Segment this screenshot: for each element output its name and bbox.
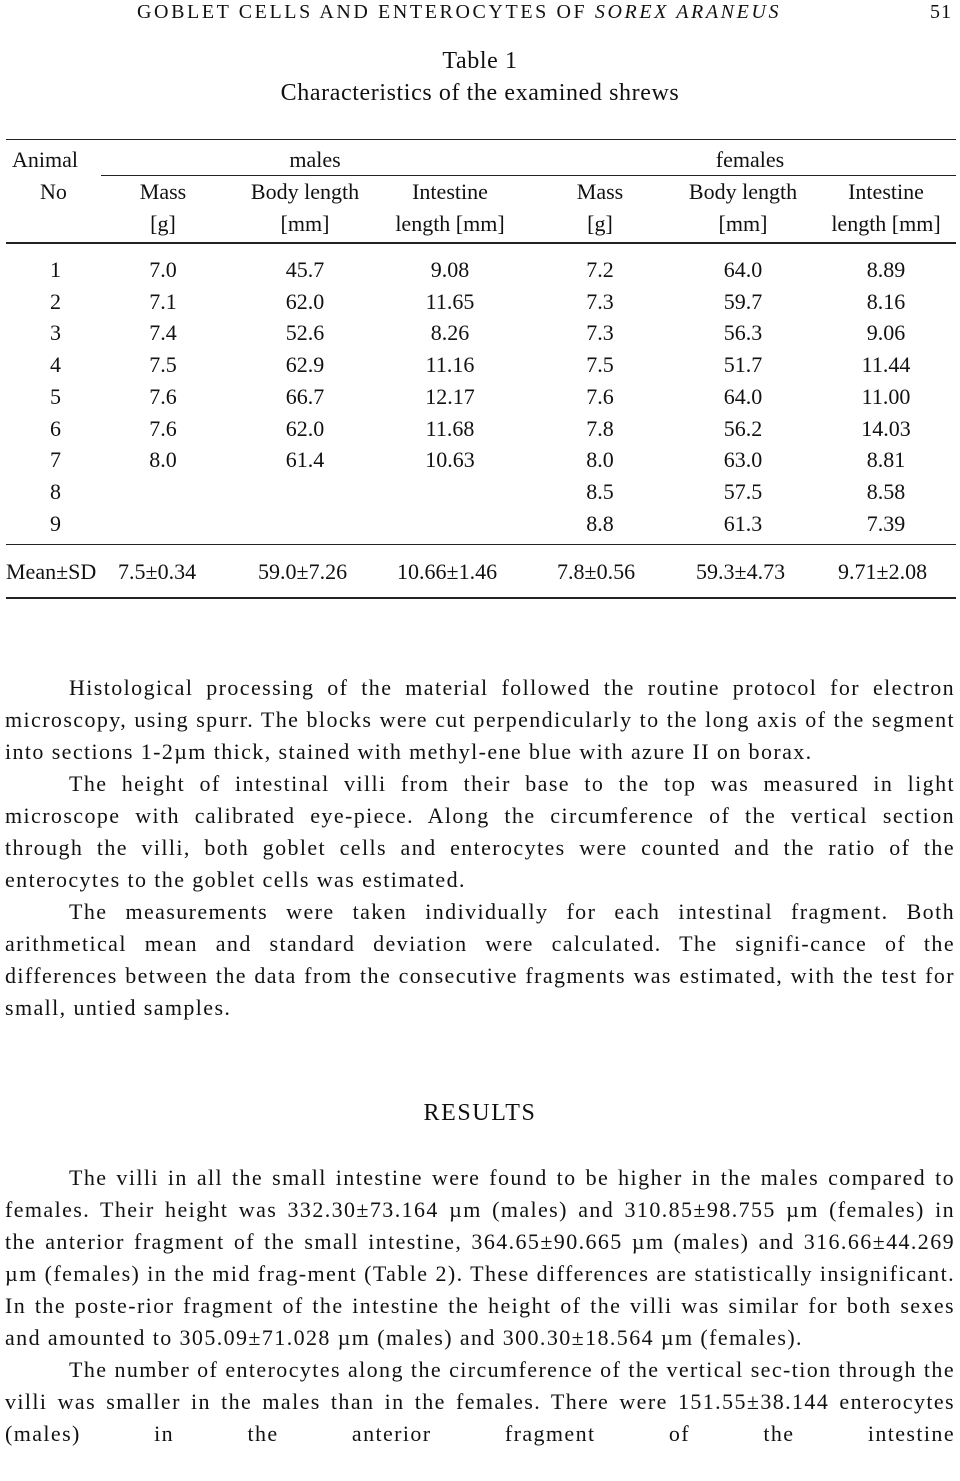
results-heading: RESULTS xyxy=(423,1100,537,1126)
col-animal-header: Animal xyxy=(12,147,78,172)
table-cell: 11.68 xyxy=(425,415,475,441)
running-title-prefix: GOBLET CELLS AND ENTEROCYTES OF xyxy=(137,1,588,23)
summary-cell: 59.3±4.73 xyxy=(696,559,786,584)
table-cell: 61.4 xyxy=(285,447,325,473)
table-cell: 62.0 xyxy=(285,415,325,441)
page-number: 51 xyxy=(930,1,952,23)
col-male-body-length-unit: [mm] xyxy=(280,211,330,236)
table-cell: 64.0 xyxy=(723,383,763,409)
group-header-males: males xyxy=(289,147,341,172)
table-cell: 8.89 xyxy=(866,257,906,282)
table-cell: 7.3 xyxy=(586,320,614,346)
table-cell: 52.6 xyxy=(285,320,325,346)
col-female-body-length-header: Body length xyxy=(688,179,798,204)
table-summary-rule xyxy=(6,544,956,545)
table-cell-animal-no: 1 xyxy=(50,257,61,282)
table-cell: 63.0 xyxy=(723,447,763,473)
table-cell: 64.0 xyxy=(723,257,763,282)
methods-section xyxy=(5,672,955,1024)
table-cell: 7.6 xyxy=(149,415,177,441)
table-top-rule xyxy=(6,139,956,140)
summary-cell: 10.66±1.46 xyxy=(397,559,498,584)
table-cell: 7.8 xyxy=(586,415,614,441)
table-cell-animal-no: 3 xyxy=(50,320,61,346)
methods-paragraph-3: The measurements were taken individually for each intestinal fragment. Both arithmetical mean and standard deviation were calculated. The signifi-cance of the differences between the data from the consecutive fragments was estimated, with the test for small, untied samples. xyxy=(5,899,955,1020)
table-cell: 11.44 xyxy=(861,352,911,378)
table-cell: 56.3 xyxy=(723,320,763,346)
col-animal-no-header: No xyxy=(40,179,67,204)
table-cell: 7.3 xyxy=(586,288,614,314)
results-paragraph-2: The number of enterocytes along the circumference of the vertical sec-tion through the villi was smaller in the males than in the females. There were 151.55±38.144 enterocytes (males) in the anterior fragment of the intestine xyxy=(5,1357,955,1446)
table-cell: 11.65 xyxy=(425,288,475,314)
table-cell: 9.06 xyxy=(866,320,906,346)
summary-cell: 7.8±0.56 xyxy=(557,559,636,584)
col-male-mass-unit: [g] xyxy=(150,211,176,236)
table-cell: 8.58 xyxy=(866,478,906,504)
col-male-intestine-unit: length [mm] xyxy=(395,211,505,236)
table-cell: 62.9 xyxy=(285,352,325,378)
table-cell-animal-no: 5 xyxy=(50,383,61,409)
col-male-body-length-header: Body length xyxy=(250,179,360,204)
col-male-mass-header: Mass xyxy=(139,179,187,204)
summary-cell: 7.5±0.34 xyxy=(118,559,197,584)
col-female-body-length-unit: [mm] xyxy=(718,211,768,236)
table-cell: 7.6 xyxy=(586,383,614,409)
col-female-mass-unit: [g] xyxy=(587,211,613,236)
table-cell: 62.0 xyxy=(285,288,325,314)
col-female-intestine-header: Intestine xyxy=(848,179,924,204)
running-title-species: SOREX ARANEUS xyxy=(594,1,782,23)
table-cell: 8.16 xyxy=(866,288,906,314)
table-cell: 8.26 xyxy=(430,320,470,346)
methods-paragraph-1: Histological processing of the material followed the routine protocol for electron microscopy, using spurr. The blocks were cut perpendicularly to the long axis of the segment into sections 1-2µm thick, stained with methyl-ene blue with azure II on borax. xyxy=(5,675,955,764)
summary-cell: 9.71±2.08 xyxy=(838,559,928,584)
table-cell: 8.0 xyxy=(149,447,177,473)
summary-cell: 59.0±7.26 xyxy=(258,559,348,584)
col-male-intestine-header: Intestine xyxy=(412,179,488,204)
table-cell: 9.08 xyxy=(430,257,470,282)
table-cell-animal-no: 4 xyxy=(50,352,61,378)
results-paragraph-1: The villi in all the small intestine were found to be higher in the males compared to females. Their height was 332.30±73.164 µm (males) and 310.85±98.755 µm (females) in the anterior fragment of the small intestine, 364.65±90.665 µm (males) and 316.66±44.269 µm (females) in the mid frag-ment (Table 2). These differences are statistically insignificant. In the poste-rior fragment of the intestine the height of the villi was similar for both sexes and amounted to 305.09±71.028 µm (males) and 300.30±18.564 µm (females). xyxy=(5,1165,955,1350)
col-female-mass-header: Mass xyxy=(576,179,624,204)
table-cell-animal-no: 6 xyxy=(50,415,61,441)
table-cell: 8.8 xyxy=(586,510,614,536)
table-cell: 7.2 xyxy=(586,257,614,282)
table-cell: 8.5 xyxy=(586,478,614,504)
table-label: Table 1 xyxy=(442,48,518,74)
table-cell: 8.0 xyxy=(586,447,614,473)
table-cell: 66.7 xyxy=(285,383,325,409)
table-cell: 45.7 xyxy=(285,257,325,282)
table-cell: 61.3 xyxy=(723,510,763,536)
table-cell: 59.7 xyxy=(723,288,763,314)
table-bottom-rule xyxy=(6,597,956,599)
table-cell: 7.1 xyxy=(149,288,177,314)
table-cell: 7.6 xyxy=(149,383,177,409)
table-header-rule xyxy=(6,242,956,244)
summary-label: Mean±SD xyxy=(6,559,97,584)
table-cell: 14.03 xyxy=(861,415,911,441)
running-title xyxy=(137,1,781,24)
table-cell-animal-no: 9 xyxy=(50,510,61,536)
table-cell: 7.39 xyxy=(866,510,906,536)
results-section xyxy=(5,1162,955,1450)
group-header-females: females xyxy=(715,147,785,172)
table-cell: 7.0 xyxy=(149,257,177,282)
methods-paragraph-2: The height of intestinal villi from their base to the top was measured in light microscope with calibrated eye-piece. Along the circumference of the vertical section through the villi, both goblet cells and enterocytes were counted and the ratio of the enterocytes to the goblet cells was estimated. xyxy=(5,771,955,892)
table-cell: 8.81 xyxy=(866,447,906,473)
table-cell: 11.00 xyxy=(861,383,911,409)
group-underline-rule xyxy=(101,175,956,176)
col-female-intestine-unit: length [mm] xyxy=(831,211,941,236)
table-cell: 10.63 xyxy=(425,447,475,473)
table-cell: 7.5 xyxy=(586,352,614,378)
table-cell: 11.16 xyxy=(425,352,475,378)
table-cell: 12.17 xyxy=(425,383,475,409)
table-cell-animal-no: 2 xyxy=(50,288,61,314)
table-cell-animal-no: 8 xyxy=(50,478,61,504)
table-cell: 7.5 xyxy=(149,352,177,378)
running-header xyxy=(0,0,960,28)
table-cell: 57.5 xyxy=(723,478,763,504)
table-cell: 7.4 xyxy=(149,320,177,346)
table-cell: 51.7 xyxy=(723,352,763,378)
table-cell: 56.2 xyxy=(723,415,763,441)
table-caption: Characteristics of the examined shrews xyxy=(280,80,680,106)
table-cell-animal-no: 7 xyxy=(50,447,61,473)
